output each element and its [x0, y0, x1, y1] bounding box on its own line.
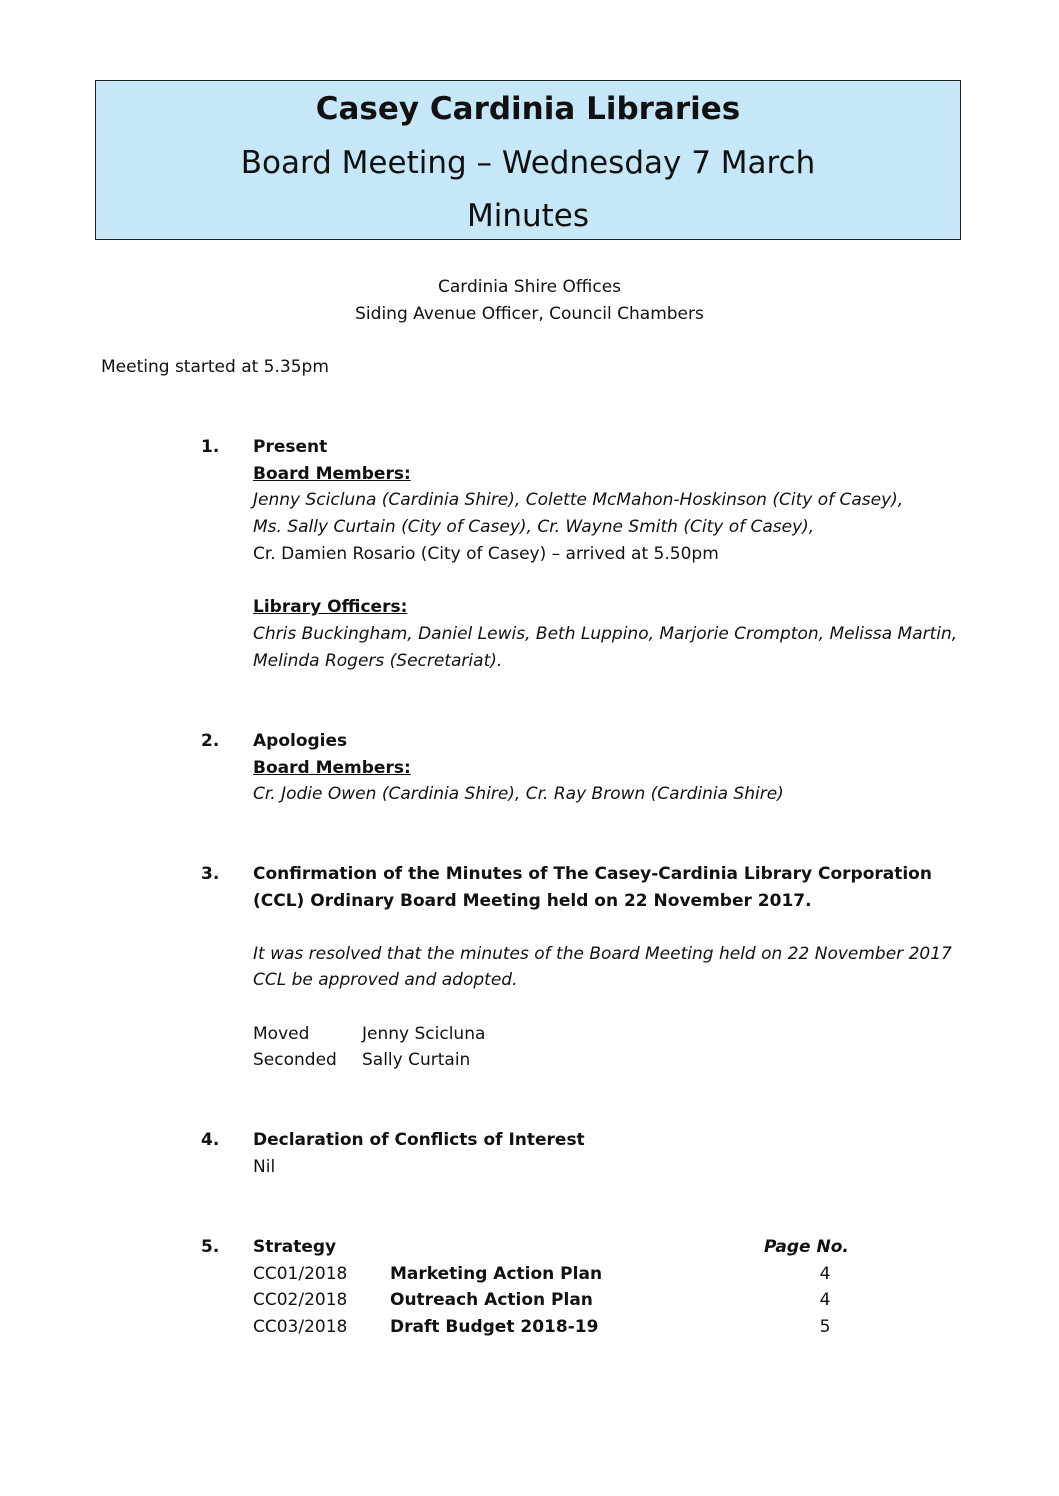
moved-name: Jenny Scicluna	[362, 1024, 486, 1044]
strategy-row-2-page: 4	[819, 1290, 831, 1310]
item-2-title: Apologies	[253, 731, 348, 751]
item-1-board-line-3: Cr. Damien Rosario (City of Casey) – arrived at 5.50pm	[253, 544, 719, 564]
strategy-row-1-code: CC01/2018	[253, 1264, 348, 1284]
page-no-header: Page No.	[764, 1237, 849, 1257]
item-3-resolution-line-1: It was resolved that the minutes of the Board Meeting held on 22 November 2017	[253, 944, 952, 964]
item-2-board-heading: Board Members:	[253, 758, 411, 778]
item-3-title-line-2: (CCL) Ordinary Board Meeting held on 22 November 2017.	[253, 891, 812, 911]
title-box	[95, 80, 961, 240]
strategy-row-2-name: Outreach Action Plan	[390, 1290, 593, 1310]
strategy-row-1-page: 4	[819, 1264, 831, 1284]
item-2-board-line-1: Cr. Jodie Owen (Cardinia Shire), Cr. Ray Brown (Cardinia Shire)	[253, 784, 784, 804]
org-title: Casey Cardinia Libraries	[315, 91, 741, 127]
item-5-number: 5.	[201, 1237, 220, 1257]
item-3-resolution-line-2: CCL be approved and adopted.	[253, 970, 518, 990]
item-5-title: Strategy	[253, 1237, 337, 1257]
item-1-board-line-1: Jenny Scicluna (Cardinia Shire), Colette McMahon-Hoskinson (City of Casey),	[253, 490, 904, 510]
item-4-title: Declaration of Conflicts of Interest	[253, 1130, 585, 1150]
item-1-officers-line-2: Melinda Rogers (Secretariat).	[253, 651, 503, 671]
start-note: Meeting started at 5.35pm	[101, 357, 329, 377]
item-1-title: Present	[253, 437, 328, 457]
strategy-row-1-name: Marketing Action Plan	[390, 1264, 603, 1284]
item-1-number: 1.	[201, 437, 220, 457]
item-1-board-line-2: Ms. Sally Curtain (City of Casey), Cr. Wayne Smith (City of Casey),	[253, 517, 815, 537]
item-1-officers-heading: Library Officers:	[253, 597, 408, 617]
venue-line-1: Cardinia Shire Offices	[437, 277, 622, 297]
item-3-number: 3.	[201, 864, 220, 884]
item-2-number: 2.	[201, 731, 220, 751]
strategy-row-3-code: CC03/2018	[253, 1317, 348, 1337]
item-4-body: Nil	[253, 1157, 276, 1177]
strategy-row-3-page: 5	[819, 1317, 831, 1337]
item-1-officers-line-1: Chris Buckingham, Daniel Lewis, Beth Luppino, Marjorie Crompton, Melissa Martin,	[253, 624, 958, 644]
item-4-number: 4.	[201, 1130, 220, 1150]
strategy-row-2-code: CC02/2018	[253, 1290, 348, 1310]
seconded-name: Sally Curtain	[362, 1050, 471, 1070]
doc-type-title: Minutes	[466, 198, 590, 234]
moved-label: Moved	[253, 1024, 310, 1044]
meeting-title: Board Meeting – Wednesday 7 March	[240, 145, 816, 181]
seconded-label: Seconded	[253, 1050, 337, 1070]
venue-line-2: Siding Avenue Officer, Council Chambers	[355, 304, 704, 324]
strategy-row-3-name: Draft Budget 2018-19	[390, 1317, 599, 1337]
item-1-board-heading: Board Members:	[253, 464, 411, 484]
item-3-title-line-1: Confirmation of the Minutes of The Casey-Cardinia Library Corporation	[253, 864, 932, 884]
